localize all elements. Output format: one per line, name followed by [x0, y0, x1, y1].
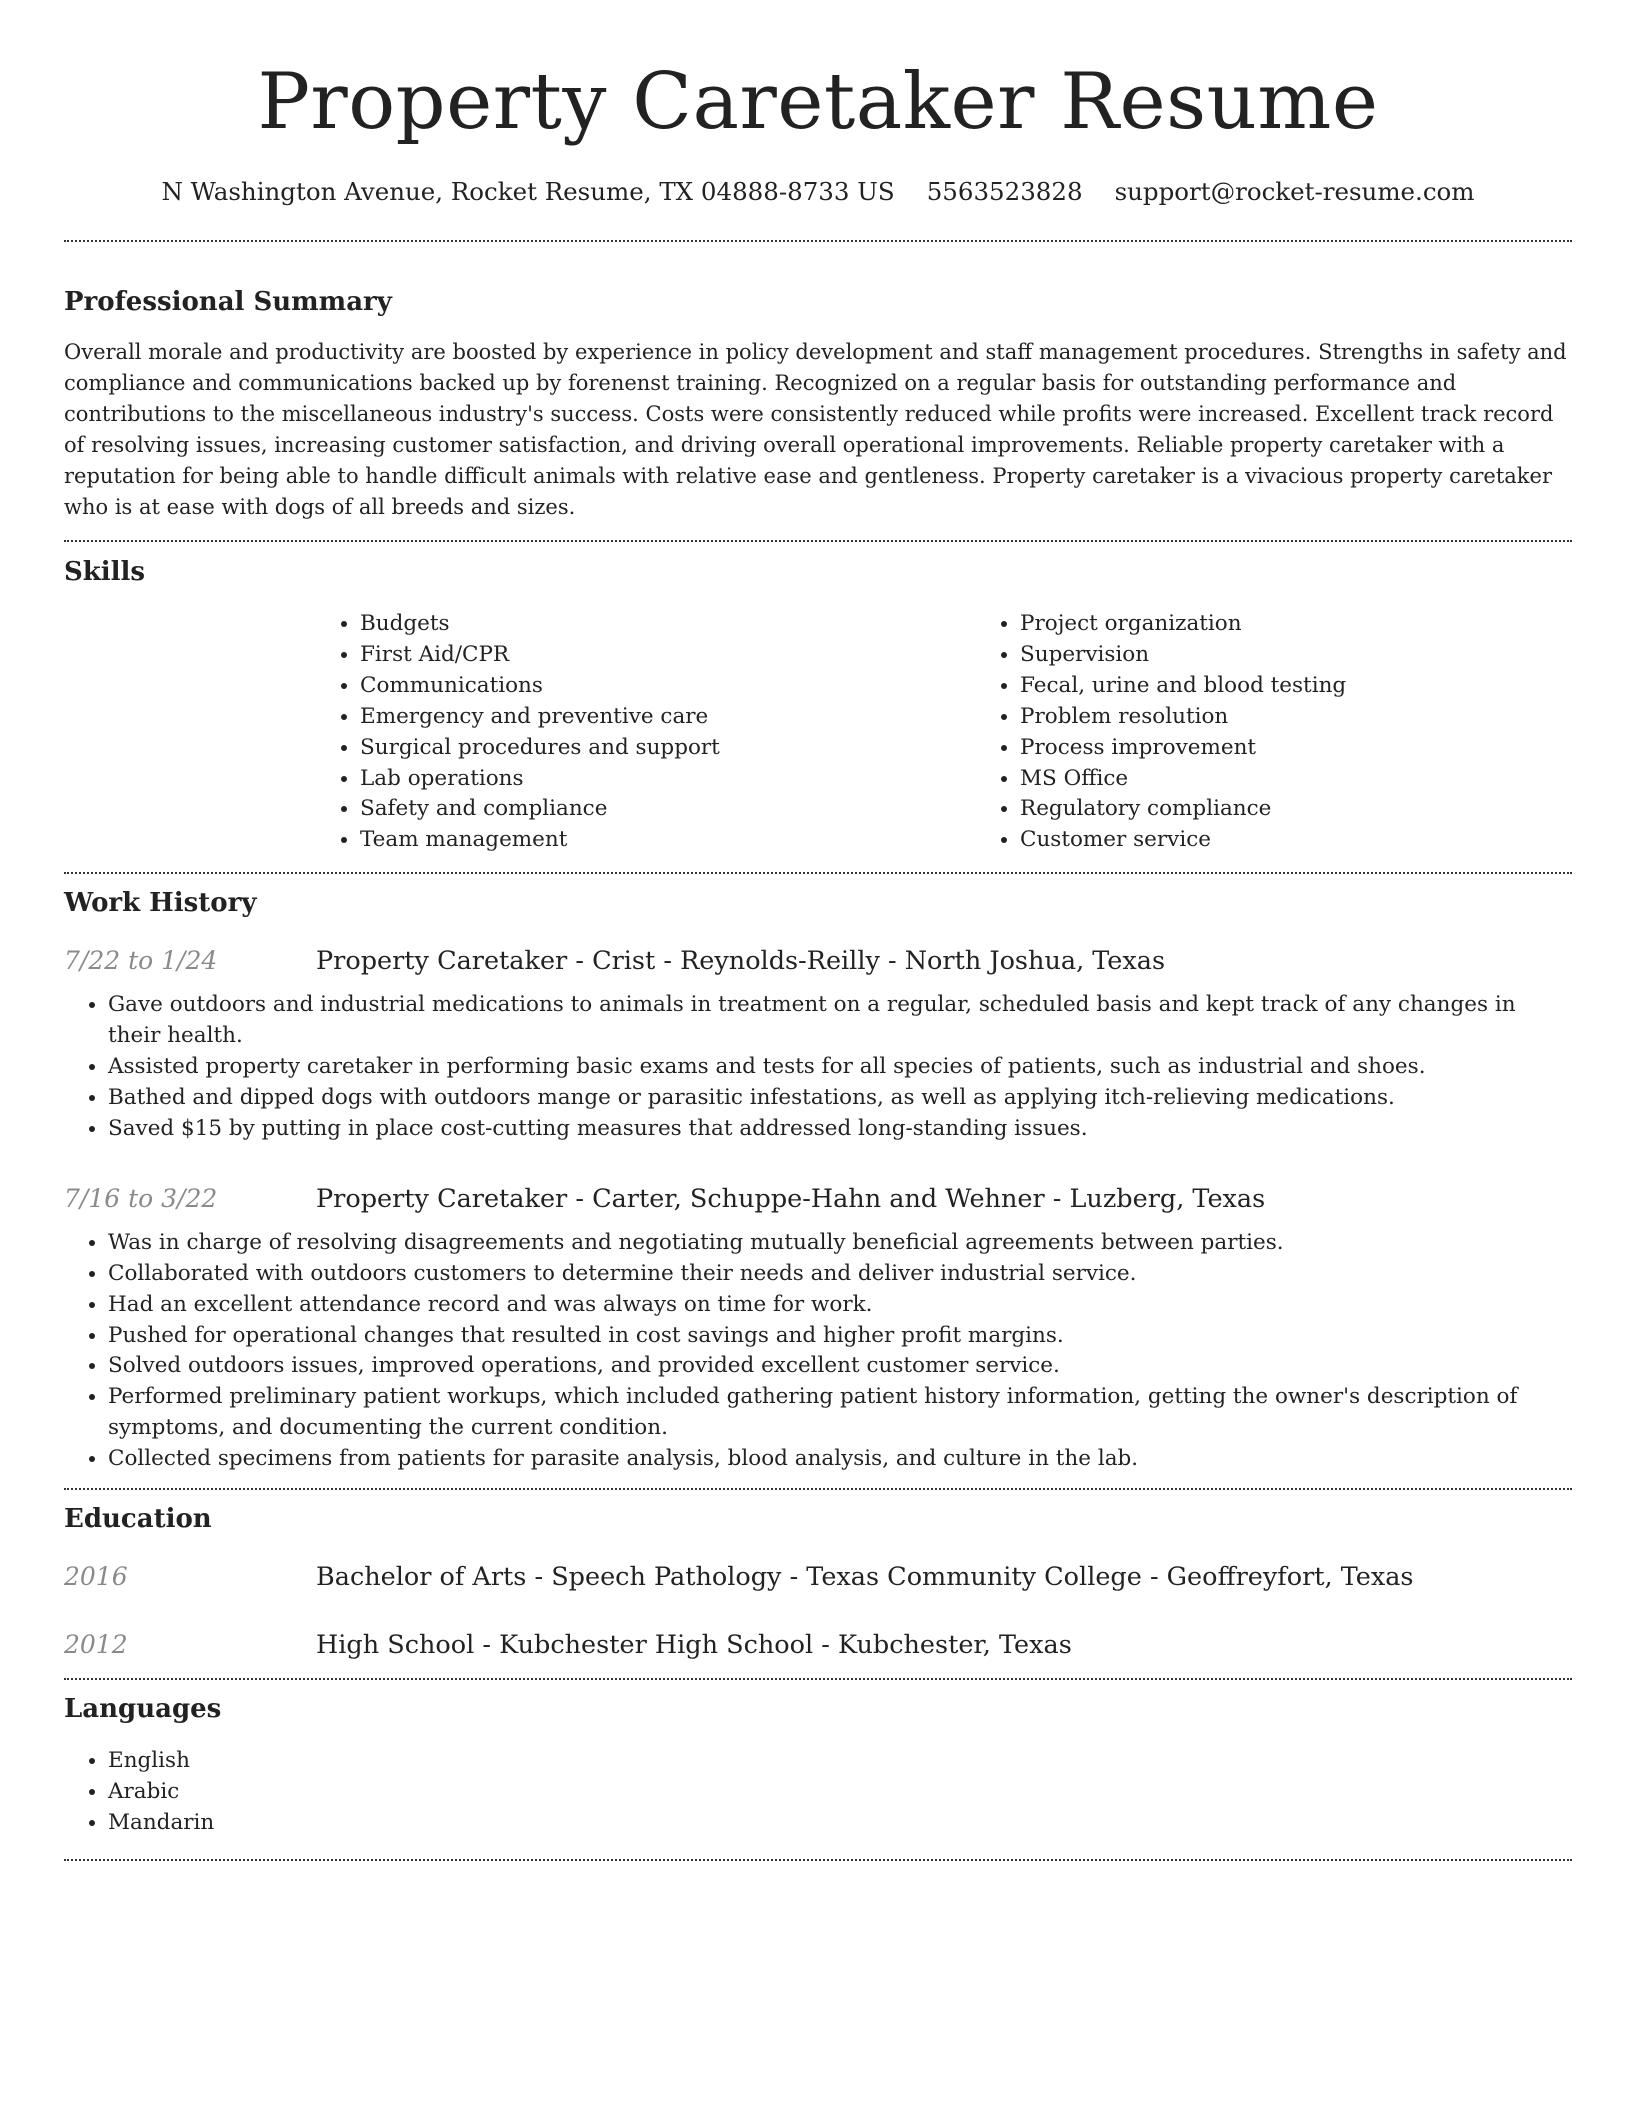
page-title: Property Caretaker Resume — [257, 57, 1379, 147]
job-bullet: • Bathed and dipped dogs with outdoors mange or parasitic infestations, as well as applying itch-relieving medications. — [108, 1083, 1572, 1114]
job-bullets — [64, 990, 1572, 1145]
job-bullet: • Assisted property caretaker in performing basic exams and tests for all species of patients, such as industrial and shoes. — [108, 1052, 1572, 1083]
job-dates: 7/22 to 1/24 — [64, 946, 218, 976]
divider — [64, 872, 1572, 874]
contact-address: N Washington Avenue, Rocket Resume, TX 04888-8733 US — [161, 177, 895, 206]
contact-phone: 5563523828 — [926, 177, 1083, 206]
contact-email: support@rocket-resume.com — [1114, 177, 1475, 206]
skills-column-left — [316, 609, 976, 856]
section-title-summary: Professional Summary — [64, 287, 392, 317]
skill-item: • Lab operations — [360, 764, 976, 795]
language-item: • Mandarin — [108, 1808, 1572, 1839]
job-bullets — [64, 1228, 1572, 1475]
skill-item: • Emergency and preventive care — [360, 702, 976, 733]
languages-list — [64, 1746, 1572, 1839]
skills-list — [316, 609, 1572, 856]
resume-page — [64, 0, 1572, 1861]
job-bullet: • Saved $15 by putting in place cost-cutting measures that addressed long-standing issues. — [108, 1114, 1572, 1145]
divider — [64, 1859, 1572, 1861]
skill-item: • Process improvement — [1020, 733, 1632, 764]
education-entry — [64, 1560, 1572, 1594]
job-header — [64, 1182, 1572, 1216]
section-title-work: Work History — [64, 888, 257, 919]
education-entry — [64, 1628, 1572, 1662]
skill-item: • Fecal, urine and blood testing — [1020, 671, 1632, 702]
skill-item: • Communications — [360, 671, 976, 702]
job-bullet: • Performed preliminary patient workups, which included gathering patient history information, getting the owner's description of symptoms, and documenting the current condition. — [108, 1382, 1572, 1444]
education-section — [64, 1502, 1572, 1662]
job-entry — [64, 944, 1572, 1145]
divider — [64, 1488, 1572, 1490]
job-bullet: • Had an excellent attendance record and was always on time for work. — [108, 1290, 1572, 1321]
skills-section — [64, 555, 1572, 856]
skills-column-right — [976, 609, 1632, 856]
section-title-education: Education — [64, 1504, 212, 1535]
contact-line — [64, 176, 1572, 208]
section-title-languages: Languages — [64, 1694, 222, 1725]
job-bullet: • Was in charge of resolving disagreements and negotiating mutually beneficial agreements between parties. — [108, 1228, 1572, 1259]
skill-item: • Customer service — [1020, 825, 1632, 856]
skill-item: • Regulatory compliance — [1020, 794, 1632, 825]
skill-item: • MS Office — [1020, 764, 1632, 795]
skill-item: • Supervision — [1020, 640, 1632, 671]
skill-item: • Problem resolution — [1020, 702, 1632, 733]
skill-item: • First Aid/CPR — [360, 640, 976, 671]
education-title: High School - Kubchester High School - Kubchester, Texas — [316, 1630, 1072, 1661]
job-entry — [64, 1182, 1572, 1475]
job-bullet: • Collaborated with outdoors customers to determine their needs and deliver industrial service. — [108, 1259, 1572, 1290]
summary-text: Overall morale and productivity are boosted by experience in policy development and staff management procedures. Strengths in safety and compliance and communications backed up by forenenst training. Recognized on a regular basis for outstanding performance and contributions to the miscellaneous industry's success. Costs were consistently reduced while profits were increased. Excellent track record of resolving issues, increasing customer satisfaction, and driving overall operational improvements. Reliable property caretaker with a reputation for being able to handle difficult animals with relative ease and gentleness. Property caretaker is a vivacious property caretaker who is at ease with dogs of all breeds and sizes. — [64, 340, 1567, 519]
education-year: 2016 — [64, 1562, 128, 1592]
work-history-section — [64, 886, 1572, 1475]
education-year: 2012 — [64, 1630, 128, 1660]
job-bullet: • Gave outdoors and industrial medications to animals in treatment on a regular, scheduled basis and kept track of any changes in their health. — [108, 990, 1572, 1052]
summary-section — [64, 285, 1572, 523]
resume-header — [64, 52, 1572, 208]
skill-item: • Budgets — [360, 609, 976, 640]
job-title: Property Caretaker - Carter, Schuppe-Hahn and Wehner - Luzberg, Texas — [316, 1183, 1266, 1214]
skill-item: • Project organization — [1020, 609, 1632, 640]
language-item: • English — [108, 1746, 1572, 1777]
job-bullet: • Solved outdoors issues, improved operations, and provided excellent customer service. — [108, 1351, 1572, 1382]
language-item: • Arabic — [108, 1777, 1572, 1808]
section-title-skills: Skills — [64, 557, 146, 587]
education-title: Bachelor of Arts - Speech Pathology - Texas Community College - Geoffreyfort, Texas — [316, 1562, 1414, 1593]
divider — [64, 540, 1572, 542]
job-bullet: • Collected specimens from patients for parasite analysis, blood analysis, and culture in the lab. — [108, 1444, 1572, 1475]
divider — [64, 240, 1572, 242]
skill-item: • Surgical procedures and support — [360, 733, 976, 764]
job-bullet: • Pushed for operational changes that resulted in cost savings and higher profit margins. — [108, 1321, 1572, 1352]
skill-item: • Safety and compliance — [360, 794, 976, 825]
job-header — [64, 944, 1572, 978]
job-dates: 7/16 to 3/22 — [64, 1183, 218, 1213]
languages-section — [64, 1692, 1572, 1839]
skill-item: • Team management — [360, 825, 976, 856]
job-title: Property Caretaker - Crist - Reynolds-Reilly - North Joshua, Texas — [316, 946, 1166, 977]
divider — [64, 1678, 1572, 1680]
